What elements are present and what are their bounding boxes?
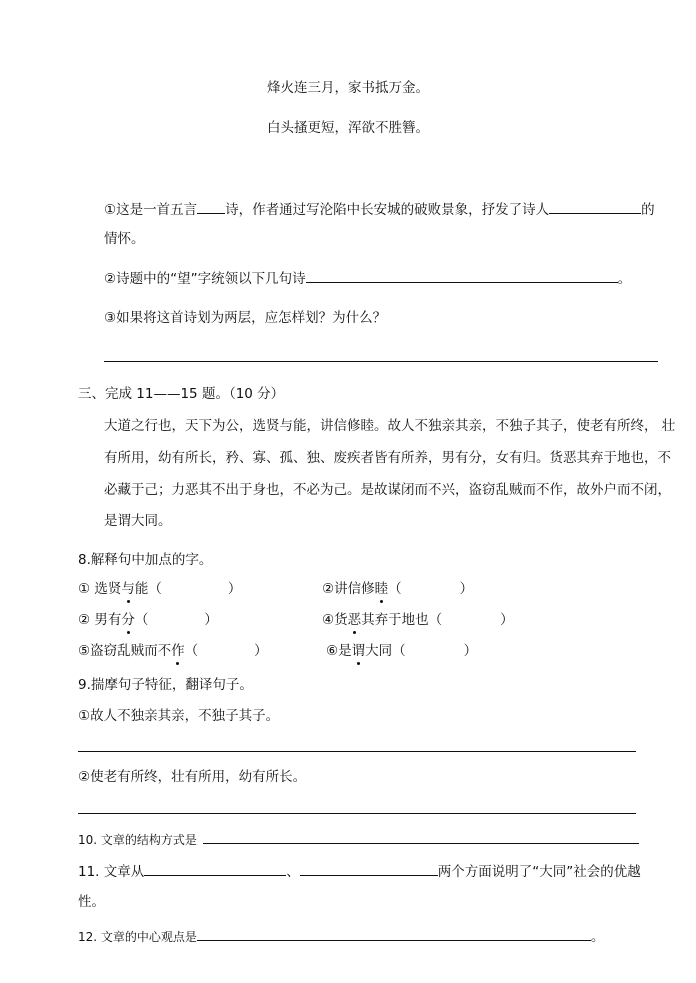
question-9-sentence-2: ②使老有所终，壮有所用，幼有所长。	[78, 769, 307, 785]
poem-line-4: 白头搔更短，浑欲不胜簪。	[267, 120, 429, 136]
passage-line-4: 是谓大同。	[104, 513, 172, 529]
answer-blank[interactable]	[203, 829, 639, 844]
passage-line-3: 必藏于己；力恶其不出于身也，不必为己。是故谋闭而不兴，盗窃乱贼而不作，故外户而不闭，	[104, 482, 671, 498]
passage-line-1: 大道之行也，天下为公，选贤与能，讲信修睦。故人不独亲其亲，不独子其子，使老有所终， 壮	[104, 418, 676, 434]
answer-blank[interactable]	[144, 861, 286, 876]
poem-line-3: 烽火连三月，家书抵万金。	[267, 80, 429, 96]
answer-line[interactable]	[104, 361, 658, 362]
answer-blank[interactable]	[549, 199, 641, 214]
question-3: ③如果将这首诗划为两层，应怎样划？为什么？	[104, 310, 387, 326]
answer-blank[interactable]	[300, 861, 438, 876]
question-1-line-2: 情怀。	[104, 231, 145, 247]
question-11-line-1: 11. 文章从 、 两个方面说明了“大同”社会的优越	[78, 861, 641, 881]
question-8-title: 8.解释句中加点的字。	[78, 552, 213, 568]
answer-blank[interactable]	[197, 199, 225, 214]
q8-item-5: ⑤盗窃乱贼而不作（ ）	[78, 643, 268, 659]
question-1-line-1: ①这是一首五言 诗，作者通过写沦陷中长安城的破败景象，抒发了诗人 的	[104, 199, 655, 219]
question-9-title: 9.揣摩句子特征，翻译句子。	[78, 677, 253, 693]
answer-line[interactable]	[78, 813, 636, 814]
question-12: 12. 文章的中心观点是 。	[78, 926, 604, 946]
question-11-line-2: 性。	[78, 894, 105, 910]
question-9-sentence-1: ①故人不独亲其亲，不独子其子。	[78, 708, 280, 724]
question-2: ②诗题中的“望”字统领以下几句诗 。	[104, 268, 631, 288]
q8-item-1: ① 选贤与能（ ）	[78, 581, 242, 597]
question-10: 10. 文章的结构方式是	[78, 829, 639, 849]
section-3-heading: 三、完成 11——15 题。（10 分）	[78, 386, 285, 402]
answer-blank[interactable]	[306, 268, 618, 283]
q8-item-6: ⑥是谓大同（ ）	[326, 643, 478, 659]
q8-item-2: ②讲信修睦（ ）	[322, 581, 474, 597]
q8-item-4: ④货恶其弃于地也（ ）	[322, 612, 514, 628]
answer-blank[interactable]	[197, 926, 591, 941]
answer-line[interactable]	[78, 751, 636, 752]
passage-line-2: 有所用，幼有所长，矜、寡、孤、独、废疾者皆有所养，男有分，女有归。货恶其弃于地也，不	[104, 450, 671, 466]
q8-item-3: ② 男有分（ ）	[78, 612, 218, 628]
